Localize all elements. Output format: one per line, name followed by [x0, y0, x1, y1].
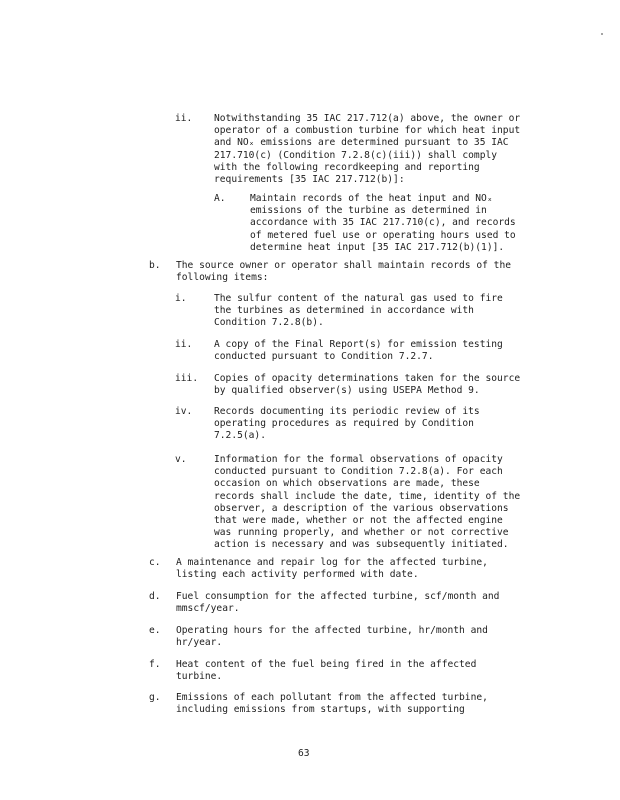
item-label: f. — [149, 659, 161, 670]
item-text: Heat content of the fuel being fired in the affected turbine. — [176, 659, 477, 683]
item-text: Fuel consumption for the affected turbine, scf/month and mmscf/year. — [176, 591, 500, 615]
item-text: Records documenting its periodic review of its operating procedures as required by Condition 7.2.5(a). — [214, 406, 480, 442]
scan-speck — [601, 33, 603, 35]
item-text: Maintain records of the heat input and NOₓ emissions of the turbine as determined in accordance with 35 IAC 217.710(c), and records of metered fuel use or operating hours used to determine heat input [35 IAC 217.712(b)(1)]. — [250, 193, 516, 253]
item-text: A maintenance and repair log for the affected turbine, listing each activity performed with date. — [176, 557, 488, 581]
item-text: Information for the formal observations of opacity conducted pursuant to Condition 7.2.8(a). For each occasion on which observations are made, these records shall include the date, time, identity of the observer, a description of the various observations that were made, whether or not the affected engine was running properly, and whether or not corrective action is necessary and was subsequently initiated. — [214, 454, 521, 551]
item-text: The sulfur content of the natural gas used to fire the turbines as determined in accordance with Condition 7.2.8(b). — [214, 293, 503, 329]
item-label: g. — [149, 692, 161, 703]
item-label: iv. — [175, 406, 193, 417]
item-label: v. — [175, 454, 187, 465]
item-label: ii. — [175, 339, 193, 350]
item-text: A copy of the Final Report(s) for emission testing conducted pursuant to Condition 7.2.7. — [214, 339, 503, 363]
item-text: Notwithstanding 35 IAC 217.712(a) above, the owner or operator of a combustion turbine for which heat input and NOₓ emissions are determined pursuant to 35 IAC 217.710(c) (Condition 7.2.8(c)(iii)) shall comply with the following recordkeeping and reporting requirements [35 IAC 217.712(b)]: — [214, 113, 521, 186]
item-text: The source owner or operator shall maintain records of the following items: — [176, 260, 512, 284]
item-text: Copies of opacity determinations taken for the source by qualified observer(s) using USEPA Method 9. — [214, 373, 521, 397]
item-label: b. — [149, 260, 161, 271]
item-label: i. — [175, 293, 187, 304]
item-label: d. — [149, 591, 161, 602]
item-text: Emissions of each pollutant from the affected turbine, including emissions from startups, with supporting — [176, 692, 488, 716]
item-label: iii. — [175, 373, 199, 384]
item-text: Operating hours for the affected turbine, hr/month and hr/year. — [176, 625, 488, 649]
item-label: A. — [214, 193, 226, 204]
item-label: ii. — [175, 113, 193, 124]
item-label: e. — [149, 625, 161, 636]
page-number: 63 — [298, 748, 310, 759]
item-label: c. — [149, 557, 161, 568]
